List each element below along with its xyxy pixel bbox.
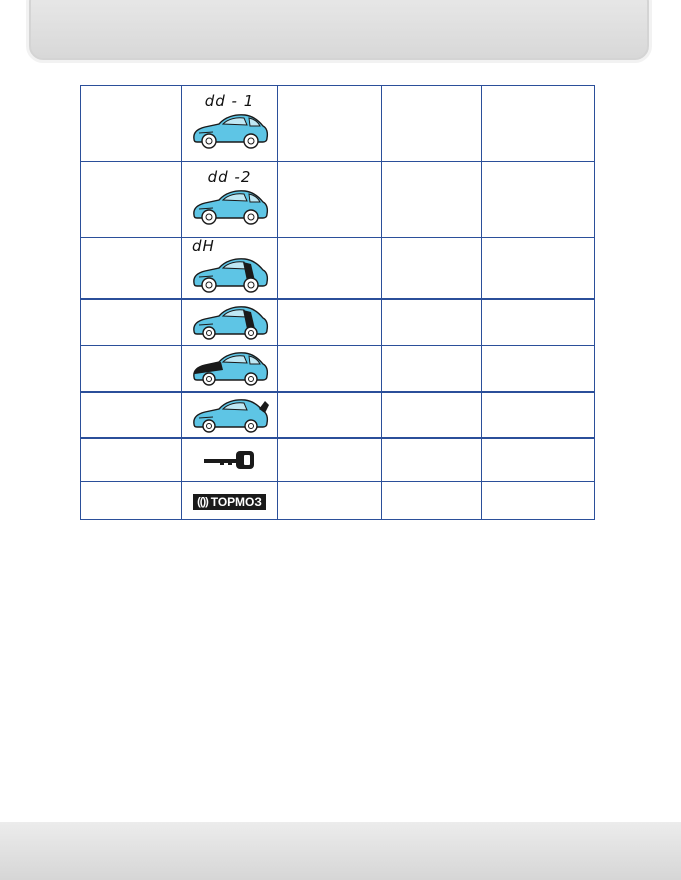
table-cell <box>81 438 182 482</box>
brake-indicator-icon <box>193 494 266 510</box>
table-row <box>81 238 595 299</box>
table-cell <box>81 86 182 162</box>
table-cell <box>382 482 482 520</box>
table-cell <box>482 438 595 482</box>
table-cell <box>482 346 595 392</box>
table-cell <box>482 482 595 520</box>
display-code: dd -2 <box>207 168 252 186</box>
table-cell <box>382 438 482 482</box>
table-cell <box>382 162 482 238</box>
table-cell <box>482 86 595 162</box>
table-cell <box>81 162 182 238</box>
icon-cell <box>182 438 278 482</box>
table-cell <box>278 162 382 238</box>
indicator-table <box>80 85 595 520</box>
table-cell <box>81 392 182 438</box>
footer-band <box>0 822 681 880</box>
table-cell <box>382 346 482 392</box>
table-row <box>81 299 595 346</box>
car-icon <box>191 185 269 227</box>
table-cell <box>382 238 482 299</box>
table-row <box>81 482 595 520</box>
brake-symbol: (()) <box>197 495 208 508</box>
table-cell <box>482 299 595 346</box>
table-cell <box>81 299 182 346</box>
car-trunk-open-icon <box>191 397 269 433</box>
table-cell <box>81 346 182 392</box>
table-cell <box>81 238 182 299</box>
table-cell <box>382 392 482 438</box>
table-row <box>81 86 595 162</box>
table-cell <box>278 438 382 482</box>
icon-cell <box>182 299 278 346</box>
icon-cell <box>182 86 278 162</box>
table-cell <box>382 86 482 162</box>
table-cell <box>278 86 382 162</box>
display-code: dd - 1 <box>204 92 255 110</box>
table-cell <box>278 482 382 520</box>
table-cell <box>382 299 482 346</box>
car-door-open-icon <box>191 304 269 340</box>
table-cell <box>81 482 182 520</box>
brake-label: ТОРМОЗ <box>210 494 262 509</box>
car-hood-highlight-icon <box>191 350 269 386</box>
table-row <box>81 438 595 482</box>
table-cell <box>278 346 382 392</box>
icon-cell <box>182 162 278 238</box>
table-cell <box>482 238 595 299</box>
table-row <box>81 392 595 438</box>
table-cell <box>278 299 382 346</box>
table-cell <box>278 392 382 438</box>
icon-cell <box>182 346 278 392</box>
table-cell <box>278 238 382 299</box>
table-row <box>81 346 595 392</box>
car-icon <box>191 109 269 151</box>
icon-cell <box>182 482 278 520</box>
key-icon <box>200 448 260 472</box>
table-cell <box>482 392 595 438</box>
car-door-open-icon <box>191 254 269 294</box>
table-cell <box>482 162 595 238</box>
header-panel <box>29 0 649 60</box>
display-code: dH <box>192 237 215 256</box>
table-row <box>81 162 595 238</box>
icon-cell <box>182 392 278 438</box>
icon-cell <box>182 238 278 299</box>
